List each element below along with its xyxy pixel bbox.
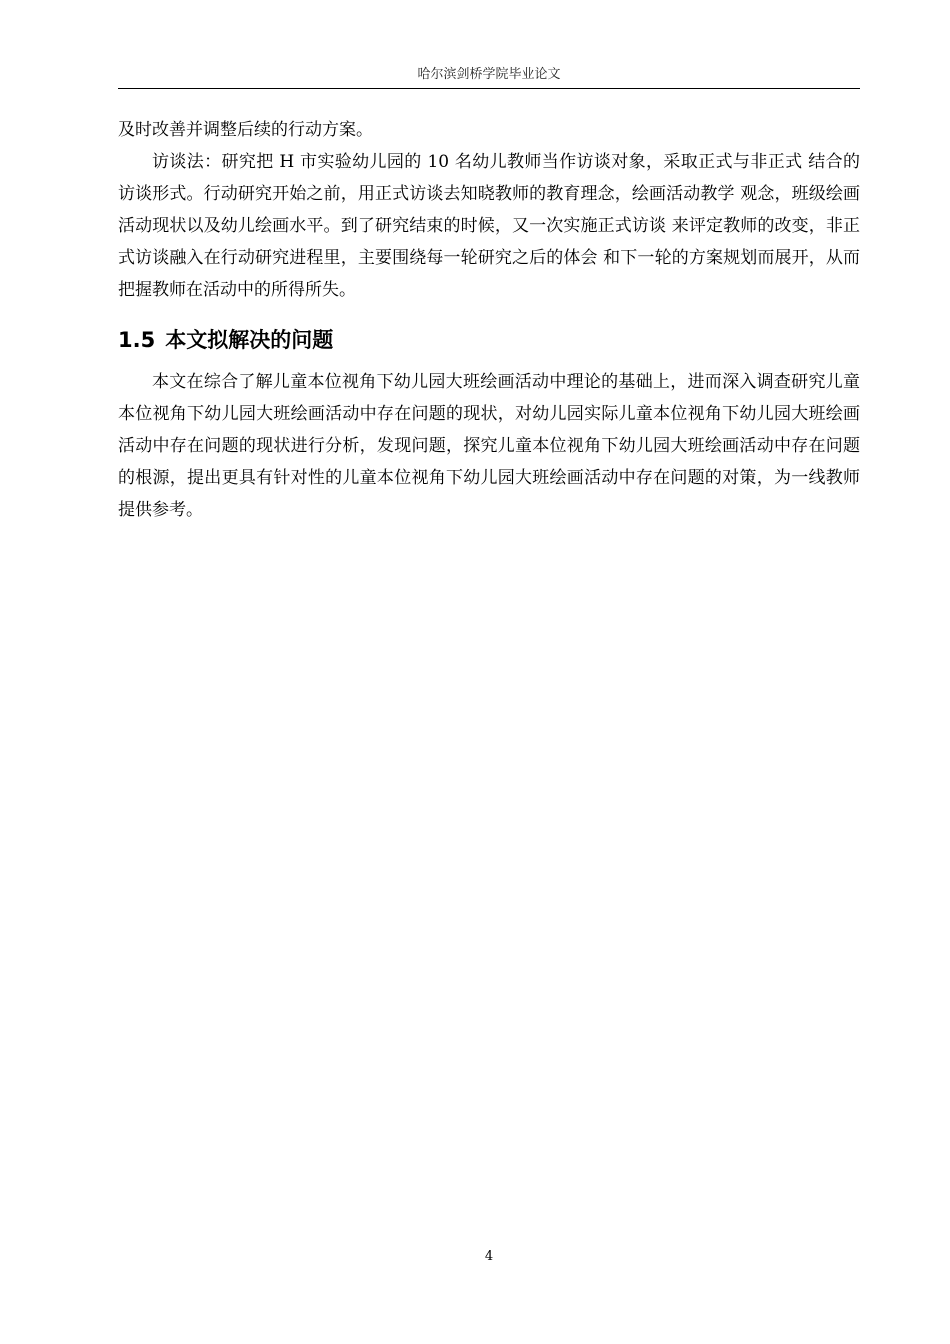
header-rule bbox=[118, 88, 860, 89]
page-number: 4 bbox=[484, 1249, 494, 1264]
body-text-section bbox=[118, 366, 860, 526]
section-paragraph: 本文在综合了解儿童本位视角下幼儿园大班绘画活动中理论的基础上，进而深入调查研究儿童本位视角下幼儿园大班绘画活动中存在问题的现状，对幼儿园实际儿童本位视角下幼儿园大班绘画活动中存在问题的现状进行分析，发现问题，探究儿童本位视角下幼儿园大班绘画活动中存在问题的根源，提出更具有针对性的儿童本位视角下幼儿园大班绘画活动中存在问题的对策，为一线教师提供参考。 bbox=[118, 372, 860, 520]
section-number: 1.5 bbox=[118, 328, 156, 352]
section-title: 本文拟解决的问题 bbox=[165, 328, 334, 352]
interview-method-paragraph: 访谈法：研究把 H 市实验幼儿园的 10 名幼儿教师当作访谈对象，采取正式与非正式 结合的访谈形式。行动研究开始之前，用正式访谈去知晓教师的教育理念，绘画活动教学 观念，班级绘画活动现状以及幼儿绘画水平。到了研究结束的时候，又一次实施正式访谈 来评定教师的改变，非正式访谈融入在行动研究进程里，主要围绕每一轮研究之后的体会 和下一轮的方案规划而展开，从而把握教师在活动中的所得所失。 bbox=[118, 152, 860, 300]
section-heading bbox=[118, 325, 333, 355]
body-text-top bbox=[118, 114, 860, 306]
running-header: 哈尔滨剑桥学院毕业论文 bbox=[417, 67, 561, 82]
continuation-paragraph: 及时改善并调整后续的行动方案。 bbox=[118, 120, 373, 140]
